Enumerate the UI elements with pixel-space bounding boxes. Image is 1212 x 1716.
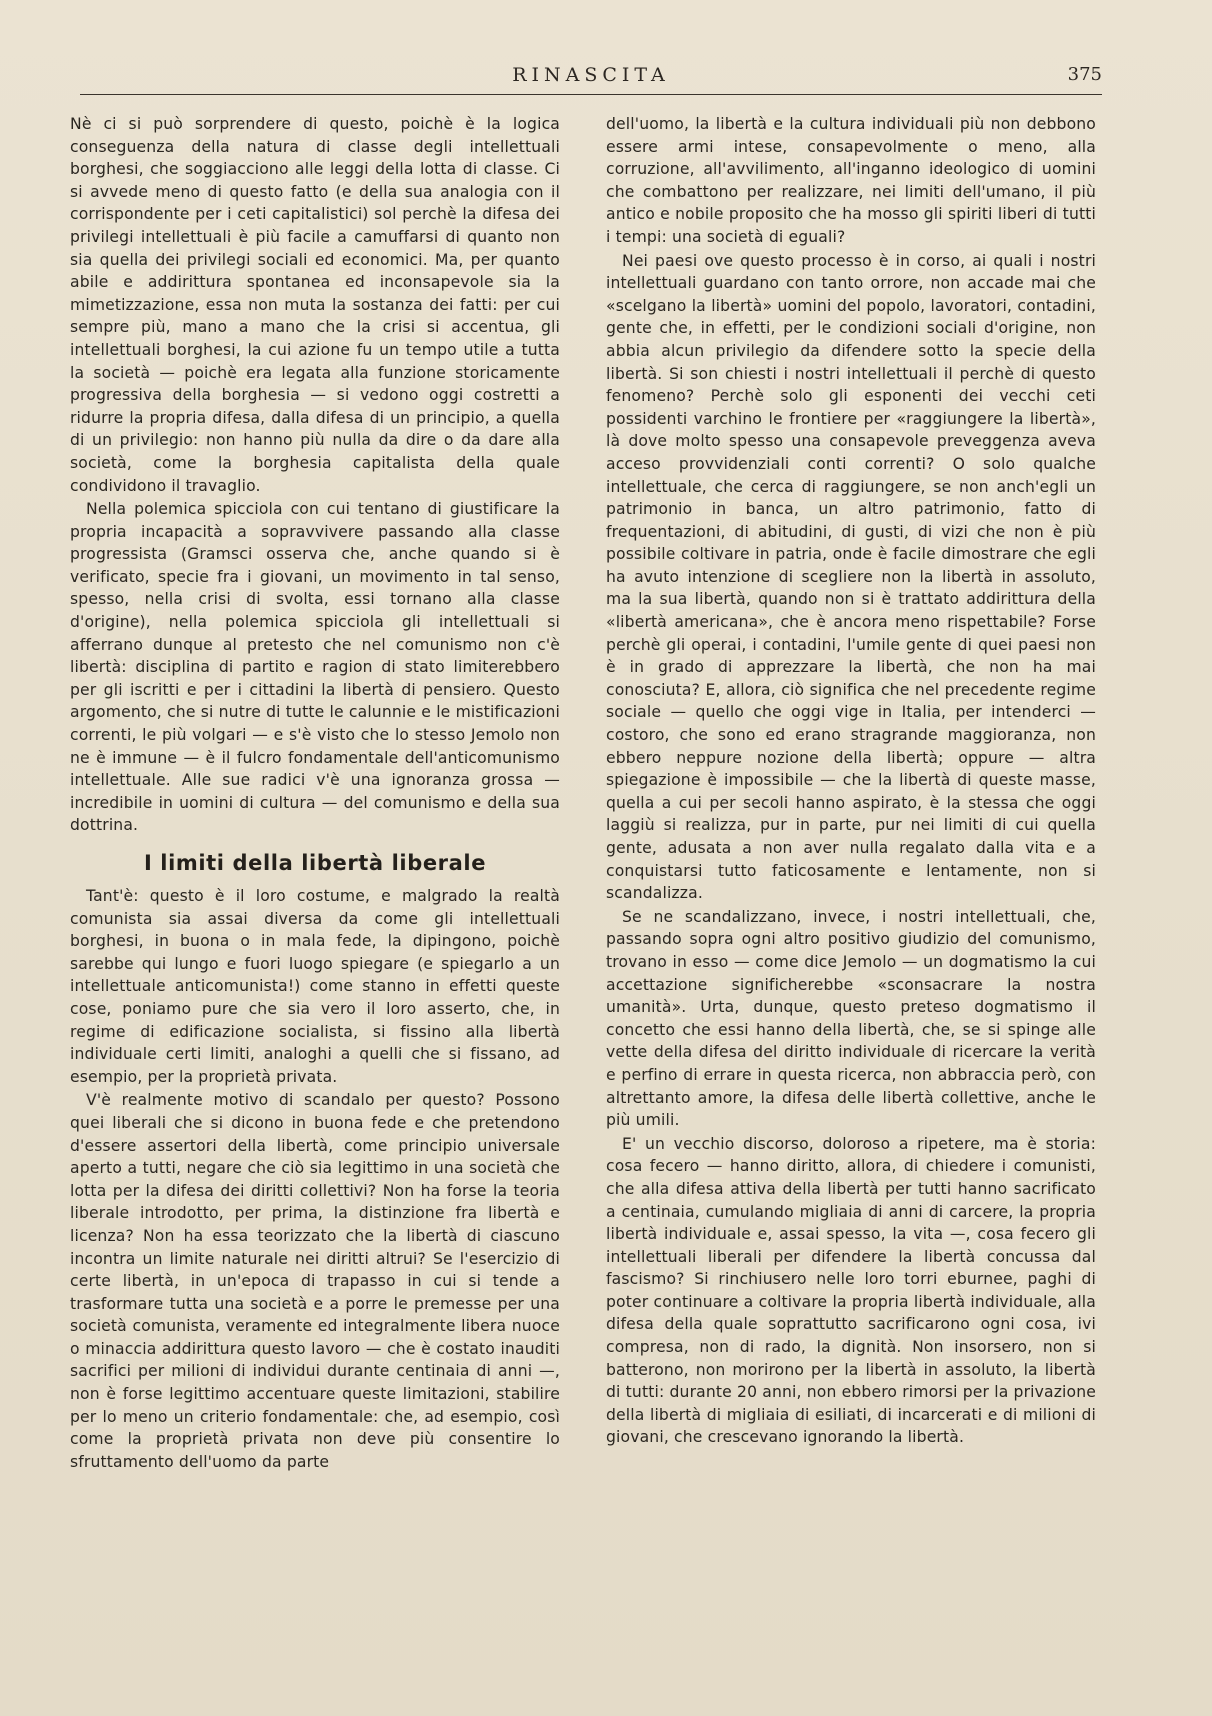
left-column (70, 113, 560, 1673)
paragraph: Se ne scandalizzano, invece, i nostri intellettuali, che, passando sopra ogni altro positivo giudizio del comunismo, trovano in esso — come dice Jemolo — un dogmatismo la cui accettazione significherebbe «sconsacrare la nostra umanità». Urta, dunque, questo preteso dogmatismo il concetto che essi hanno della libertà, che, se si spinge alle vette della difesa del diritto individuale di ricercare la verità e perfino di errare in questa ricerca, non abbraccia però, con altrettanto amore, la difesa delle libertà collettive, anche le più umili. (606, 907, 1096, 1130)
paragraph: V'è realmente motivo di scandalo per questo? Possono quei liberali che si dicono in buona fede e che pretendono d'essere assertori della libertà, come principio universale aperto a tutti, negare che ciò sia legittimo in una società che lotta per la difesa dei diritti collettivi? Non ha forse la teoria liberale introdotto, per prima, la distinzione fra libertà e licenza? Non ha essa teorizzato che la libertà di ciascuno incontra un limite naturale nei diritti altrui? Se l'esercizio di certe libertà, in un'epoca di trapasso in cui si tende a trasformare tutta una società e a porre le premesse per una società comunista, veramente ed integralmente libera nuoce o minaccia addirittura questo lavoro — che è costato inauditi sacrifici per milioni di individui durante centinaia di anni —, non è forse legittimo accentuare queste limitazioni, stabilire per lo meno un criterio fondamentale: che, ad esempio, così come la proprietà privata non deve più consentire lo sfruttamento dell'uomo da parte (70, 1091, 560, 1471)
paragraph: Tant'è: questo è il loro costume, e malgrado la realtà comunista sia assai diversa da come gli intellettuali borghesi, in buona o in mala fede, la dipingono, poichè sarebbe qui lungo e fuori luogo spiegare (e spiegarlo a un intellettuale anticomunista!) come stanno in effetti queste cose, poniamo pure che sia vero il loro asserto, che, in regime di edificazione socialista, si fissino alla libertà individuale certi limiti, analoghi a quelli che si fissano, ad esempio, per la proprietà privata. (70, 887, 560, 1086)
section-subheading: I limiti della libertà liberale (143, 851, 487, 875)
paragraph: Nè ci si può sorprendere di questo, poichè è la logica conseguenza della natura di classe degli intellettuali borghesi, che soggiacciono alle leggi della lotta di classe. Ci si avvede meno di questo fatto (e della sua analogia con il corrispondente per i ceti capitalistici) sol perchè la difesa dei privilegi intellettuali è più facile a camuffarsi di quanto non sia quella dei privilegi sociali ed economici. Ma, per quanto abile e addirittura spontanea ed inconsapevole sia la mimetizzazione, essa non muta la sostanza dei fatti: per cui sempre più, mano a mano che la crisi si accentua, gli intellettuali borghesi, la cui azione fu un tempo utile a tutta la società — poichè era legata alla funzione storicamente progressiva della borghesia — si vedono oggi costretti a ridurre la propria difesa, dalla difesa di un principio, a quella di un privilegio: non hanno più nulla da dire o da dare alla società, come la borghesia capitalista della quale condividono il travaglio. (70, 115, 560, 495)
paragraph: Nella polemica spicciola con cui tentano di giustificare la propria incapacità a sopravvivere passando alla classe progressista (Gramsci osserva che, anche quando si è verificato, specie fra i giovani, un movimento in tal senso, spesso, nella crisi di svolta, essi tornano alla classe d'origine), nella polemica spicciola gli intellettuali si afferrano dunque al pretesto che nel comunismo non c'è libertà: disciplina di partito e ragion di stato limiterebbero per gli iscritti e per i cittadini la libertà di pensiero. Questo argomento, che si nutre di tutte le calunnie e le mistificazioni correnti, le più volgari — e s'è visto che lo stesso Jemolo non ne è immune — è il fulcro fondamentale dell'anticomunismo intellettuale. Alle sue radici v'è una ignoranza grossa — incredibile in uomini di cultura — del comunismo e della sua dottrina. (70, 500, 560, 835)
journal-title: RINASCITA (512, 64, 670, 86)
running-header (80, 58, 1102, 95)
page-number: 375 (1067, 64, 1102, 85)
paragraph: dell'uomo, la libertà e la cultura individuali più non debbono essere armi intese, consapevolmente o meno, alla corruzione, all'avvilimento, all'inganno ideologico di uomini che combattono per realizzare, nei limiti dell'umano, il più antico e nobile proposito che ha mosso gli spiriti liberi di tutti i tempi: una società di eguali? (606, 115, 1096, 246)
right-column (606, 113, 1096, 1673)
paragraph: Nei paesi ove questo processo è in corso, ai quali i nostri intellettuali guardano con tanto orrore, non accade mai che «scelgano la libertà» uomini del popolo, lavoratori, contadini, gente che, in effetti, per le condizioni sociali d'origine, non abbia alcun privilegio da difendere sotto la specie della libertà. Si son chiesti i nostri intellettuali il perchè di questo fenomeno? Perchè solo gli esponenti dei vecchi ceti possidenti varchino le frontiere per «raggiungere la libertà», là dove molto spesso una consapevole preveggenza aveva acceso provvidenziali conti correnti? O solo qualche intellettuale, che cerca di raggiungere, se non anch'egli un patrimonio in banca, un altro patrimonio, fatto di frequentazioni, di abitudini, di gusti, di vizi che non è più possibile coltivare in patria, onde è facile dimostrare che egli ha avuto intenzione di scegliere non la libertà in assoluto, ma la sua libertà, quando non si è trattato addirittura della «libertà americana», che è ancora meno rispettabile? Forse perchè gli operai, i contadini, l'umile gente di quei paesi non è in grado di apprezzare la libertà, che non ha mai conosciuta? E, allora, ciò significa che nel precedente regime sociale — quello che oggi vige in Italia, per intenderci — costoro, che sono ed erano stragrande maggioranza, non ebbero neppure nozione della libertà; oppure — altra spiegazione è impossibile — che la libertà di queste masse, quella a cui per secoli hanno aspirato, è la stessa che oggi laggiù si realizza, pur in parte, pur nei limiti di cui quella gente, adusata a non aver nulla regalato dalla vita e a conquistarsi tutto faticosamente e lentamente, non si scandalizza. (606, 251, 1096, 903)
paragraph: E' un vecchio discorso, doloroso a ripetere, ma è storia: cosa fecero — hanno diritto, allora, di chiedere i comunisti, che alla difesa attiva della libertà per tutti hanno sacrificato a centinaia, cumulando migliaia di anni di carcere, la propria libertà individuale e, assai spesso, la vita —, cosa fecero gli intellettuali liberali per difendere la libertà concussa dal fascismo? Si rinchiusero nelle loro torri eburnee, paghi di poter continuare a coltivare la propria libertà individuale, alla difesa della quale soprattutto sacrificarono ogni cosa, ivi compresa, non di rado, la dignità. Non insorsero, non si batterono, non morirono per la libertà in assoluto, la libertà di tutti: durante 20 anni, non ebbero rimorsi per la privazione della libertà di migliaia di esiliati, di incarcerati e di milioni di giovani, che crescevano ignorando la libertà. (606, 1134, 1096, 1447)
